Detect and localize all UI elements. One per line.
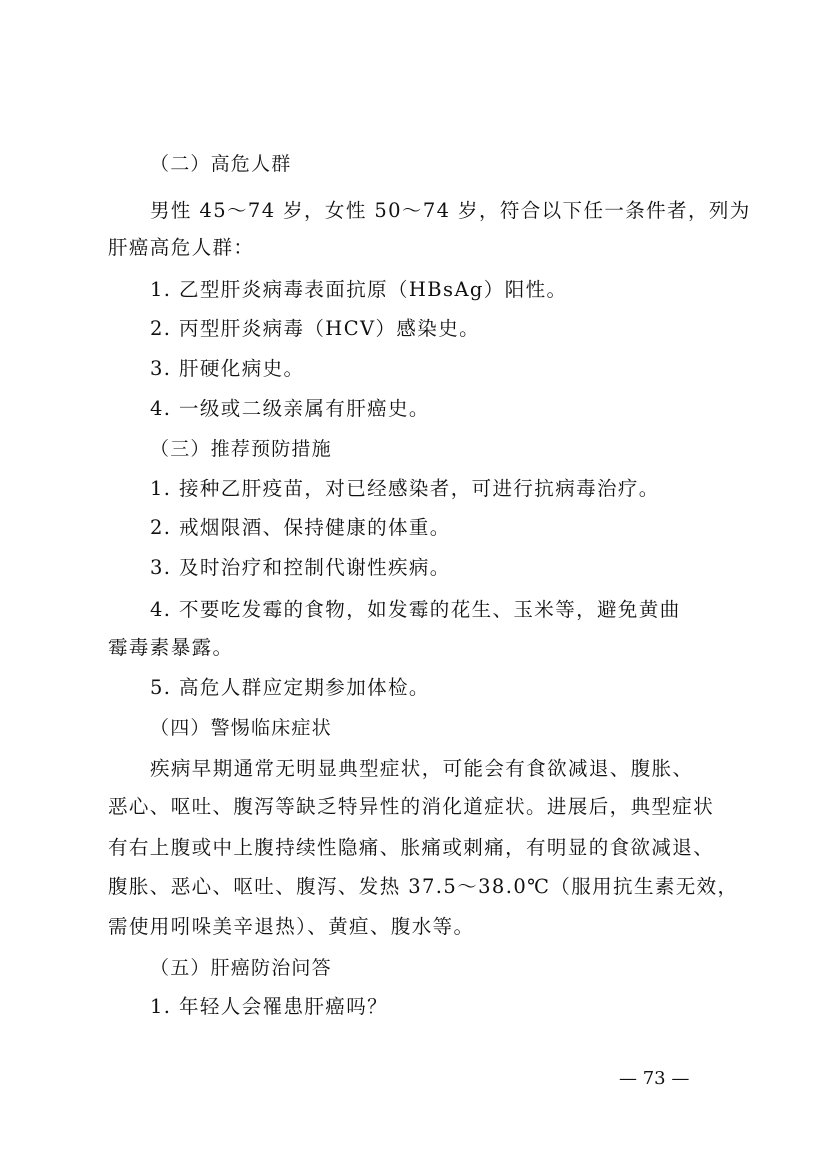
section-heading-prevention: （三）推荐预防措施 bbox=[150, 438, 332, 460]
section-heading-high-risk: （二）高危人群 bbox=[150, 153, 292, 175]
list-item: 4. 不要吃发霉的食物，如发霉的花生、玉米等，避免黄曲 bbox=[150, 598, 681, 621]
section-heading-symptoms: （四）警惕临床症状 bbox=[150, 717, 332, 739]
list-item: 4. 一级或二级亲属有肝癌史。 bbox=[150, 397, 430, 420]
list-item: 2. 丙型肝炎病毒（HCV）感染史。 bbox=[150, 317, 481, 340]
list-item: 1. 年轻人会罹患肝癌吗？ bbox=[150, 995, 389, 1018]
paragraph-line: 疾病早期通常无明显典型症状，可能会有食欲减退、腹胀、 bbox=[150, 757, 694, 780]
list-item: 1. 乙型肝炎病毒表面抗原（HBsAg）阳性。 bbox=[150, 278, 568, 301]
paragraph-line: 腹胀、恶心、呕吐、腹泻、发热 37.5～38.0℃（服用抗生素无效， bbox=[108, 875, 739, 898]
paragraph-line: 男性 45～74 岁，女性 50～74 岁，符合以下任一条件者，列为 bbox=[150, 199, 751, 222]
paragraph-line: 有右上腹或中上腹持续性隐痛、胀痛或刺痛，有明显的食欲减退、 bbox=[108, 836, 715, 859]
paragraph-line: 肝癌高危人群： bbox=[108, 236, 255, 259]
list-item: 1. 接种乙肝疫苗，对已经感染者，可进行抗病毒治疗。 bbox=[150, 477, 660, 500]
paragraph-line: 恶心、呕吐、腹泻等缺乏特异性的消化道症状。进展后，典型症状 bbox=[108, 795, 715, 818]
list-item: 5. 高危人群应定期参加体检。 bbox=[150, 676, 430, 699]
paragraph-line: 需使用吲哚美辛退热）、黄疸、腹水等。 bbox=[108, 915, 475, 938]
list-item: 3. 肝硬化病史。 bbox=[150, 357, 305, 380]
section-heading-qa: （五）肝癌防治问答 bbox=[150, 957, 332, 979]
list-item: 2. 戒烟限酒、保持健康的体重。 bbox=[150, 516, 451, 539]
page-number: — 73 — bbox=[619, 1068, 690, 1089]
list-item-continuation: 霉毒素暴露。 bbox=[108, 636, 234, 659]
list-item: 3. 及时治疗和控制代谢性疾病。 bbox=[150, 556, 451, 579]
